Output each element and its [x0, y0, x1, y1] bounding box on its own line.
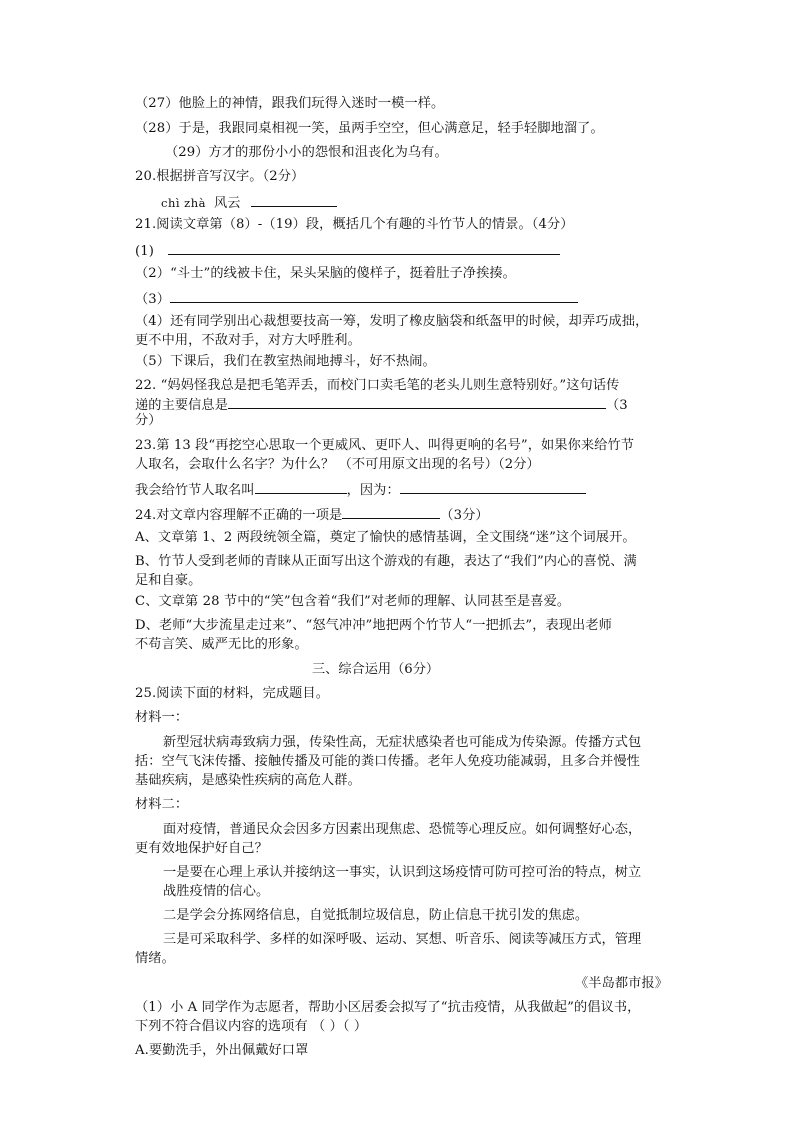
- question-21-item-4-line-2: 更不中用，不敌对手，对方大呼胜利。: [135, 333, 361, 348]
- item-3-label: （3）: [135, 292, 171, 307]
- option-24-b-line-1: B、竹节人受到老师的青睐从正面写出这个游戏的有趣，表达了“我们”内心的喜悦、满: [135, 554, 637, 569]
- option-24-a: A、文章第 1、2 两段统领全篇，奠定了愉快的感情基调，全文围绕“迷”这个词展开。: [135, 530, 636, 545]
- material-2-line-3: 一是要在心理上承认并接纳这一事实，认识到这场疫情可防可控可治的特点，树立: [163, 865, 642, 880]
- question-21: 21.阅读文章第（8）-（19）段，概括几个有趣的斗竹节人的情景。（4分）: [135, 217, 574, 232]
- material-2-line-1: 面对疫情，普通民众会因多方因素出现焦虑、恐慌等心理反应。如何调整好心态，: [163, 822, 642, 837]
- material-1-title: 材料一：: [135, 710, 189, 725]
- paragraph-27: （27）他脸上的神情，跟我们玩得入迷时一模一样。: [135, 96, 445, 111]
- option-24-d-line-1: D、老师“大步流星走过来”、“怒气冲冲”地把两个竹节人“一把抓去”，表现出老师: [135, 618, 612, 633]
- answer-blank-22[interactable]: [228, 394, 606, 409]
- material-2-line-7: 情绪。: [135, 951, 175, 966]
- section-3-heading: 三、综合运用（6分）: [312, 662, 440, 677]
- material-2-line-2: 更有效地保护好自己？: [135, 841, 268, 856]
- option-25-a: A.要勤洗手，外出佩戴好口罩: [135, 1043, 309, 1058]
- question-24: 24.对文章内容理解不正确的一项是 （3分）: [135, 504, 489, 525]
- paragraph-28: （28）于是，我跟同桌相视一笑，虽两手空空，但心满意足，轻手轻脚地溜了。: [135, 121, 604, 136]
- item-1-label: (1): [135, 244, 154, 259]
- question-23-answer-line: 我会给竹节人取名叫 ，因为：: [135, 479, 586, 500]
- question-20-answer-line: [161, 192, 337, 213]
- question-23-line-1: 23.第 13 段“再挖空心思取一个更威风、更吓人、叫得更响的名号”，如果你来给竹节: [135, 438, 635, 453]
- material-2-line-5: 二是学会分拣网络信息，自觉抵制垃圾信息，防止信息干扰引发的焦虑。: [163, 908, 589, 923]
- paragraph-29: （29）方才的那份小小的怨恨和沮丧化为乌有。: [165, 145, 448, 160]
- question-21-item-4-line-1: （4）还有同学别出心裁想要技高一筹，发明了橡皮脑袋和纸盔甲的时候，却弄巧成拙，: [135, 314, 649, 329]
- answer-blank-24[interactable]: [342, 504, 440, 519]
- question-22-line-2: 递的主要信息是 （3: [135, 394, 628, 415]
- material-1-line-3: 基础疾病，是感染性疾病的高危人群。: [135, 773, 361, 788]
- answer-blank-21-1[interactable]: [168, 240, 560, 255]
- question-21-item-3: [135, 288, 578, 309]
- question-20: 20.根据拼音写汉字。（2分）: [135, 169, 305, 184]
- material-2-line-4: 战胜疫情的信心。: [163, 884, 270, 899]
- question-21-item-1: [135, 240, 560, 261]
- question-21-item-2: （2）“斗士”的线被卡住，呆头呆脑的傻样子，挺着肚子净挨揍。: [135, 266, 516, 281]
- option-24-b-line-2: 足和自豪。: [135, 573, 202, 588]
- answer-blank-23-name[interactable]: [255, 479, 347, 494]
- material-1-line-1: 新型冠状病毒致病力强，传染性高，无症状感染者也可能成为传染源。传播方式包: [163, 735, 642, 750]
- material-2-title: 材料二：: [135, 797, 189, 812]
- option-24-c: C、文章第 28 节中的“笑”包含着“我们”对老师的理解、认同甚至是喜爱。: [135, 594, 571, 609]
- question-25-1-line-1: （1）小 A 同学作为志愿者，帮助小区居委会拟写了“抗击疫情，从我做起”的倡议书，: [135, 1000, 641, 1015]
- answer-blank-21-3[interactable]: [170, 288, 578, 303]
- answer-blank-20[interactable]: [251, 192, 337, 207]
- question-22-line-1: 22. “妈妈怪我总是把毛笔弄丢，而校门口卖毛笔的老头儿则生意特别好。”这句话传: [135, 378, 620, 393]
- word-fengyun: 风云: [214, 196, 241, 211]
- question-22-line-3: 分）: [135, 413, 162, 428]
- question-25: 25.阅读下面的材料，完成题目。: [135, 686, 330, 701]
- material-1-line-2: 括：空气飞沫传播、接触传播及可能的粪口传播。老年人免疫功能减弱，且多合并慢性: [135, 754, 640, 769]
- material-2-line-6: 三是可采取科学、多样的如深呼吸、运动、冥想、听音乐、阅读等减压方式，管理: [163, 932, 642, 947]
- source-citation: 《半岛都市报》: [575, 976, 669, 991]
- question-23-line-2: 人取名，会取什么名字？为什么？ （不可用原文出现的名号）（2分）: [135, 457, 540, 472]
- question-21-item-5: （5）下课后，我们在教室热闹地搏斗，好不热闹。: [135, 354, 436, 369]
- question-25-1-line-2: 下列不符合倡议内容的选项有 （ ）（ ）: [135, 1019, 368, 1034]
- answer-blank-23-reason[interactable]: [400, 479, 586, 494]
- option-24-d-line-2: 不苟言笑、威严无比的形象。: [135, 637, 308, 652]
- pinyin-prompt: chì zhà: [161, 196, 207, 210]
